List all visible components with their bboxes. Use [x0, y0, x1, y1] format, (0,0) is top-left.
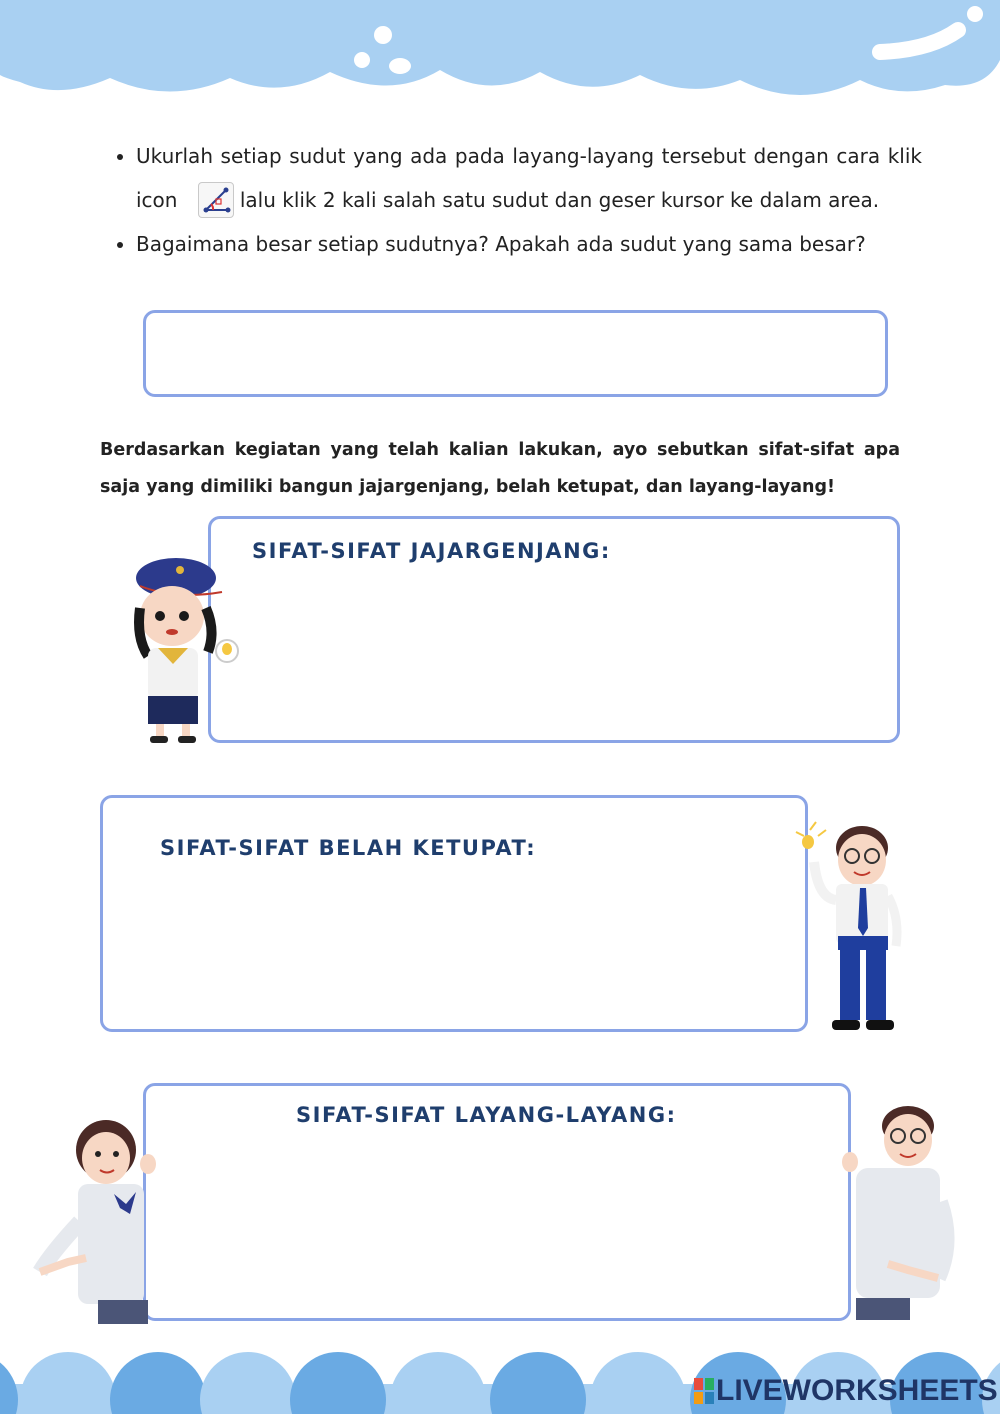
rhombus-answer-box[interactable]: [100, 795, 808, 1032]
instruction-item: [136, 222, 922, 266]
instruction-text: Ukurlah setiap sudut yang ada pada layang-layang tersebut dengan cara klik icon: [136, 144, 922, 212]
student-boy-glasses-illustration: [838, 1102, 956, 1324]
instruction-text: Bagaimana besar setiap sudutnya? Apakah ada sudut yang sama besar?: [136, 232, 866, 256]
angle-answer-box[interactable]: [143, 310, 888, 397]
instruction-text: lalu klik 2 kali salah satu sudut dan geser kursor ke dalam area.: [239, 188, 880, 212]
live-badge-icon: [694, 1378, 714, 1404]
liveworksheets-brand: LIVEWORKSHEETS: [716, 1374, 998, 1407]
parallelogram-title: SIFAT-SIFAT JAJARGENJANG:: [252, 539, 611, 563]
properties-prompt: Berdasarkan kegiatan yang telah kalian lakukan, ayo sebutkan sifat-sifat apa saja yang dimiliki bangun jajargenjang, belah ketupat, dan layang-layang!: [100, 440, 900, 497]
instruction-item: [136, 134, 922, 222]
cloud-header-decoration: [0, 0, 1000, 110]
student-girl-illustration: [32, 1112, 162, 1324]
student-boy-illustration: [790, 818, 905, 1036]
rhombus-title: SIFAT-SIFAT BELAH KETUPAT:: [160, 836, 537, 860]
scout-girl-illustration: [126, 556, 242, 746]
angle-tool-icon: [198, 182, 234, 218]
kite-title: SIFAT-SIFAT LAYANG-LAYANG:: [296, 1103, 677, 1127]
liveworksheets-logo[interactable]: [694, 1374, 998, 1408]
instruction-list: [104, 134, 922, 266]
